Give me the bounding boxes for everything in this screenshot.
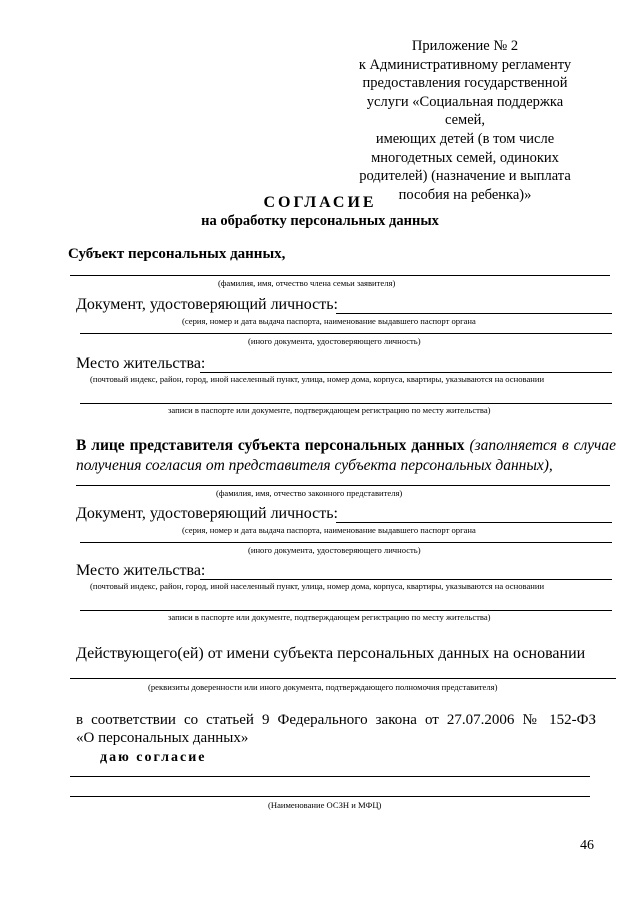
subject-residence-field[interactable]	[200, 372, 612, 373]
document-subtitle: на обработку персональных данных	[201, 213, 439, 229]
subject-doc-field-2[interactable]	[80, 333, 612, 334]
document-title: СОГЛАСИЕ	[263, 194, 377, 211]
representative-fio-field[interactable]	[76, 485, 610, 486]
appendix-line: родителей) (назначение и выплата	[359, 168, 571, 185]
appendix-header	[345, 37, 585, 204]
subject-residence-field-2[interactable]	[80, 403, 612, 404]
appendix-line: Приложение № 2	[411, 38, 519, 54]
subject-fio-field[interactable]	[70, 275, 610, 276]
representative-heading-bold: В лице представителя субъекта персональных данных	[76, 437, 465, 454]
subject-residence-hint: (почтовый индекс, район, город, иной населенный пункт, улица, номер дома, корпуса, квартиры, указываются на основании	[90, 374, 545, 384]
representative-residence-field[interactable]	[200, 579, 612, 580]
representative-doc-field[interactable]	[336, 522, 612, 523]
appendix-line: услуги «Социальная поддержка семей,	[366, 93, 564, 129]
subject-fio-hint: (фамилия, имя, отчество члена семьи заявителя)	[218, 278, 396, 288]
organization-hint: (Наименование ОСЗН и МФЦ)	[268, 800, 382, 810]
appendix-line: пособия на ребенка)»	[398, 186, 532, 203]
appendix-line: предоставления государственной	[362, 75, 568, 92]
acting-label: Действующего(ей) от имени субъекта персональных данных на основании	[76, 645, 586, 662]
representative-fio-hint: (фамилия, имя, отчество законного представителя)	[216, 488, 403, 498]
organization-field-2[interactable]	[70, 796, 590, 797]
acting-hint: (реквизиты доверенности или иного документа, подтверждающего полномочия представителя)	[148, 682, 498, 692]
representative-residence-hint: (почтовый индекс, район, город, иной населенный пункт, улица, номер дома, корпуса, квартиры, указываются на основании	[90, 581, 545, 591]
subject-residence-label: Место жительства:	[76, 355, 206, 372]
law-reference-line-1: в соответствии со статьей 9 Федерального закона от 27.07.2006 № 152-ФЗ	[76, 712, 596, 728]
representative-heading-italic: (заполняется в случае получения согласия от представителя субъекта персональных данных),	[76, 437, 616, 474]
representative-heading	[76, 436, 616, 476]
acting-basis-field[interactable]	[70, 678, 616, 679]
representative-doc-field-2[interactable]	[80, 542, 612, 543]
subject-doc-field[interactable]	[336, 313, 612, 314]
representative-other-doc-hint: (иного документа, удостоверяющего личность)	[248, 545, 421, 555]
organization-field[interactable]	[70, 776, 590, 777]
law-reference-line-2: «О персональных данных»	[76, 730, 249, 746]
consent-phrase: даю согласие	[100, 750, 207, 765]
appendix-line: многодетных семей, одиноких	[371, 149, 559, 166]
subject-doc-hint: (серия, номер и дата выдача паспорта, наименование выдавшего паспорт органа	[182, 316, 476, 326]
subject-other-doc-hint: (иного документа, удостоверяющего личность)	[248, 336, 421, 346]
subject-doc-label: Документ, удостоверяющий личность:	[76, 296, 338, 313]
page-number: 46	[580, 838, 594, 853]
appendix-line: имеющих детей (в том числе	[375, 130, 555, 147]
representative-residence-field-2[interactable]	[80, 610, 612, 611]
representative-doc-hint: (серия, номер и дата выдача паспорта, наименование выдавшего паспорт органа	[182, 525, 476, 535]
representative-doc-label: Документ, удостоверяющий личность:	[76, 505, 338, 522]
subject-residence-hint-2: записи в паспорте или документе, подтверждающем регистрацию по месту жительства)	[168, 405, 491, 415]
appendix-line: к Административному регламенту	[358, 56, 572, 73]
subject-heading: Субъект персональных данных,	[68, 246, 286, 262]
representative-residence-hint-2: записи в паспорте или документе, подтверждающем регистрацию по месту жительства)	[168, 612, 491, 622]
representative-residence-label: Место жительства:	[76, 562, 206, 579]
